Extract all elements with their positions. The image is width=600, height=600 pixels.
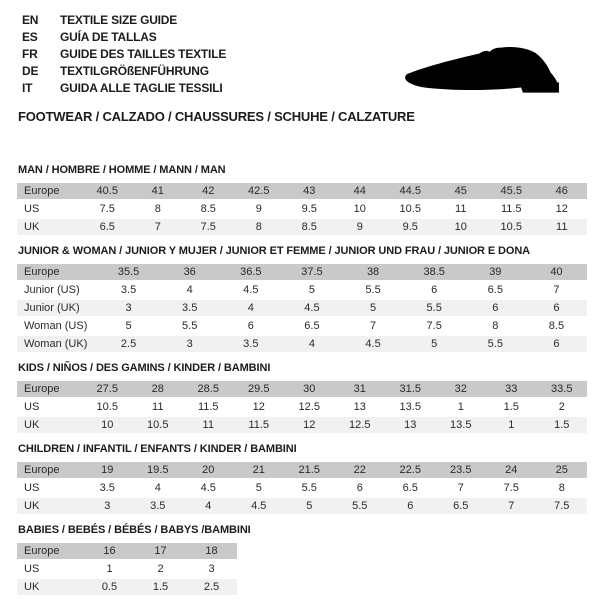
size-section [17,245,587,354]
size-value: 2.5 [186,579,237,597]
size-value: 3.5 [159,300,220,318]
language-code: DE [22,64,39,78]
table-row [17,417,587,435]
size-value: 7.5 [183,219,234,237]
size-value: 28.5 [183,381,234,399]
size-value: 5 [404,336,465,354]
size-table [17,381,587,435]
language-row [22,80,226,97]
size-value: 9.5 [284,201,335,219]
size-value: 11 [436,201,487,219]
language-title: GUIDA ALLE TAGLIE TESSILI [60,81,223,95]
size-value: 4 [220,300,281,318]
size-value: 6 [526,336,587,354]
size-value: 36 [159,264,220,282]
size-value: 5.5 [284,480,335,498]
size-value: 5 [98,318,159,336]
size-section [17,443,587,516]
table-row [17,264,587,282]
size-value: 6 [220,318,281,336]
size-value: 20 [183,462,234,480]
size-value: 11.5 [183,399,234,417]
row-label: Europe [17,183,82,201]
size-value: 5.5 [404,300,465,318]
size-value: 13 [385,417,436,435]
size-value: 5.5 [343,282,404,300]
size-value: 7 [486,498,537,516]
size-value: 3 [98,300,159,318]
size-value: 25 [537,462,588,480]
size-value: 6 [526,300,587,318]
row-label: US [17,201,82,219]
size-value: 7 [343,318,404,336]
size-value: 27.5 [82,381,133,399]
size-value: 1 [486,417,537,435]
size-value: 31 [335,381,386,399]
size-value: 31.5 [385,381,436,399]
size-value: 35.5 [98,264,159,282]
size-value: 7.5 [486,480,537,498]
size-value: 2.5 [98,336,159,354]
row-label: UK [17,417,82,435]
size-value: 8 [537,480,588,498]
size-value: 5 [343,300,404,318]
size-value: 13 [335,399,386,417]
size-value: 22 [335,462,386,480]
size-value: 23.5 [436,462,487,480]
size-sections [17,164,587,600]
row-label: Junior (UK) [17,300,98,318]
row-label: UK [17,219,82,237]
size-value: 3 [186,561,237,579]
size-value: 5.5 [159,318,220,336]
size-value: 40.5 [82,183,133,201]
size-value: 19.5 [133,462,184,480]
language-title: GUIDE DES TAILLES TEXTILE [60,47,227,61]
size-value: 13.5 [385,399,436,417]
size-value: 28 [133,381,184,399]
size-value: 21 [234,462,285,480]
size-value: 7 [526,282,587,300]
size-table [17,264,587,354]
size-value: 12 [537,201,588,219]
size-value: 4.5 [234,498,285,516]
size-value: 2 [537,399,588,417]
size-value: 0.5 [84,579,135,597]
section-title: JUNIOR & WOMAN / JUNIOR Y MUJER / JUNIOR ET FEMME / JUNIOR UND FRAU / JUNIOR E DONA [18,245,531,257]
row-label: Woman (US) [17,318,98,336]
table-row [17,543,237,561]
size-value: 2 [135,561,186,579]
size-value: 5 [284,498,335,516]
row-label: Woman (UK) [17,336,98,354]
size-value: 38.5 [404,264,465,282]
language-code: IT [22,81,33,95]
size-value: 21.5 [284,462,335,480]
size-value: 32 [436,381,487,399]
size-value: 9.5 [385,219,436,237]
size-value: 7.5 [537,498,588,516]
table-row [17,282,587,300]
size-value: 9 [234,201,285,219]
table-row [17,201,587,219]
size-value: 43 [284,183,335,201]
size-value: 4.5 [343,336,404,354]
table-row [17,219,587,237]
table-row [17,480,587,498]
size-value: 36.5 [220,264,281,282]
size-value: 46 [537,183,588,201]
row-label: Europe [17,264,98,282]
category-heading: FOOTWEAR / CALZADO / CHAUSSURES / SCHUHE / CALZATURE [18,109,415,124]
size-value: 7 [436,480,487,498]
size-value: 3.5 [98,282,159,300]
size-value: 1 [84,561,135,579]
size-value: 9 [335,219,386,237]
row-label: Junior (US) [17,282,98,300]
size-value: 13.5 [436,417,487,435]
size-value: 12 [234,399,285,417]
size-value: 10.5 [486,219,537,237]
size-value: 6.5 [436,498,487,516]
size-value: 4.5 [281,300,342,318]
language-title: GUÍA DE TALLAS [60,30,157,44]
section-title: BABIES / BEBÉS / BÉBÉS / BABYS /BAMBINI [18,524,251,536]
size-value: 12.5 [284,399,335,417]
size-value: 8.5 [526,318,587,336]
size-value: 7 [133,219,184,237]
size-value: 6.5 [281,318,342,336]
language-title: TEXTILE SIZE GUIDE [60,13,178,27]
size-value: 1 [436,399,487,417]
table-row [17,561,237,579]
size-value: 4 [183,498,234,516]
size-value: 4.5 [183,480,234,498]
size-value: 16 [84,543,135,561]
size-value: 10 [82,417,133,435]
size-value: 33 [486,381,537,399]
size-value: 45 [436,183,487,201]
table-row [17,183,587,201]
size-value: 6 [335,480,386,498]
size-value: 12 [284,417,335,435]
size-value: 11.5 [486,201,537,219]
size-value: 4 [159,282,220,300]
size-section [17,524,587,597]
size-value: 11 [537,219,588,237]
size-value: 33.5 [537,381,588,399]
row-label: UK [17,579,84,597]
size-value: 3.5 [82,480,133,498]
size-section [17,362,587,435]
language-title-block [22,12,226,97]
size-value: 4.5 [220,282,281,300]
size-value: 5.5 [465,336,526,354]
language-code: ES [22,30,38,44]
size-value: 6.5 [465,282,526,300]
size-value: 45.5 [486,183,537,201]
size-value: 40 [526,264,587,282]
table-row [17,336,587,354]
size-value: 11.5 [234,417,285,435]
row-label: US [17,399,82,417]
section-title: CHILDREN / INFANTIL / ENFANTS / KINDER / BAMBINI [18,443,297,455]
size-value: 6 [404,282,465,300]
size-table [17,183,587,237]
size-value: 1.5 [135,579,186,597]
table-row [17,579,237,597]
size-value: 8 [465,318,526,336]
table-row [17,498,587,516]
size-value: 10.5 [82,399,133,417]
size-value: 1.5 [486,399,537,417]
size-value: 8.5 [183,201,234,219]
language-title: TEXTILGRÖßENFÜHRUNG [60,64,209,78]
size-value: 4 [133,480,184,498]
size-value: 1.5 [537,417,588,435]
size-table [17,543,237,597]
size-value: 5 [234,480,285,498]
size-value: 3.5 [220,336,281,354]
size-value: 29.5 [234,381,285,399]
row-label: Europe [17,381,82,399]
size-value: 6 [385,498,436,516]
size-value: 3.5 [133,498,184,516]
size-value: 39 [465,264,526,282]
size-value: 8 [234,219,285,237]
language-code: EN [22,13,39,27]
language-row [22,12,226,29]
size-value: 5.5 [335,498,386,516]
size-value: 10.5 [133,417,184,435]
section-title: KIDS / NIÑOS / DES GAMINS / KINDER / BAMBINI [18,362,271,374]
size-value: 37.5 [281,264,342,282]
row-label: Europe [17,462,82,480]
section-title: MAN / HOMBRE / HOMME / MANN / MAN [18,164,226,176]
size-value: 5 [281,282,342,300]
size-value: 6 [465,300,526,318]
size-value: 6.5 [385,480,436,498]
size-value: 11 [183,417,234,435]
size-value: 6.5 [82,219,133,237]
table-row [17,318,587,336]
size-value: 8.5 [284,219,335,237]
size-value: 42 [183,183,234,201]
dress-shoe-icon [396,28,576,96]
size-value: 10.5 [385,201,436,219]
table-row [17,462,587,480]
table-row [17,381,587,399]
size-value: 41 [133,183,184,201]
size-value: 12.5 [335,417,386,435]
row-label: US [17,480,82,498]
language-row [22,29,226,46]
row-label: US [17,561,84,579]
size-value: 3 [159,336,220,354]
size-value: 42.5 [234,183,285,201]
size-value: 11 [133,399,184,417]
size-value: 10 [436,219,487,237]
size-value: 38 [343,264,404,282]
table-row [17,399,587,417]
size-value: 7.5 [404,318,465,336]
language-row [22,46,226,63]
size-value: 10 [335,201,386,219]
size-value: 4 [281,336,342,354]
language-code: FR [22,47,38,61]
table-row [17,300,587,318]
size-value: 18 [186,543,237,561]
size-value: 22.5 [385,462,436,480]
size-value: 44 [335,183,386,201]
size-value: 19 [82,462,133,480]
size-value: 3 [82,498,133,516]
size-table [17,462,587,516]
size-section [17,164,587,237]
size-value: 44.5 [385,183,436,201]
size-value: 7.5 [82,201,133,219]
size-value: 24 [486,462,537,480]
size-value: 17 [135,543,186,561]
size-value: 8 [133,201,184,219]
row-label: UK [17,498,82,516]
size-value: 30 [284,381,335,399]
row-label: Europe [17,543,84,561]
language-row [22,63,226,80]
